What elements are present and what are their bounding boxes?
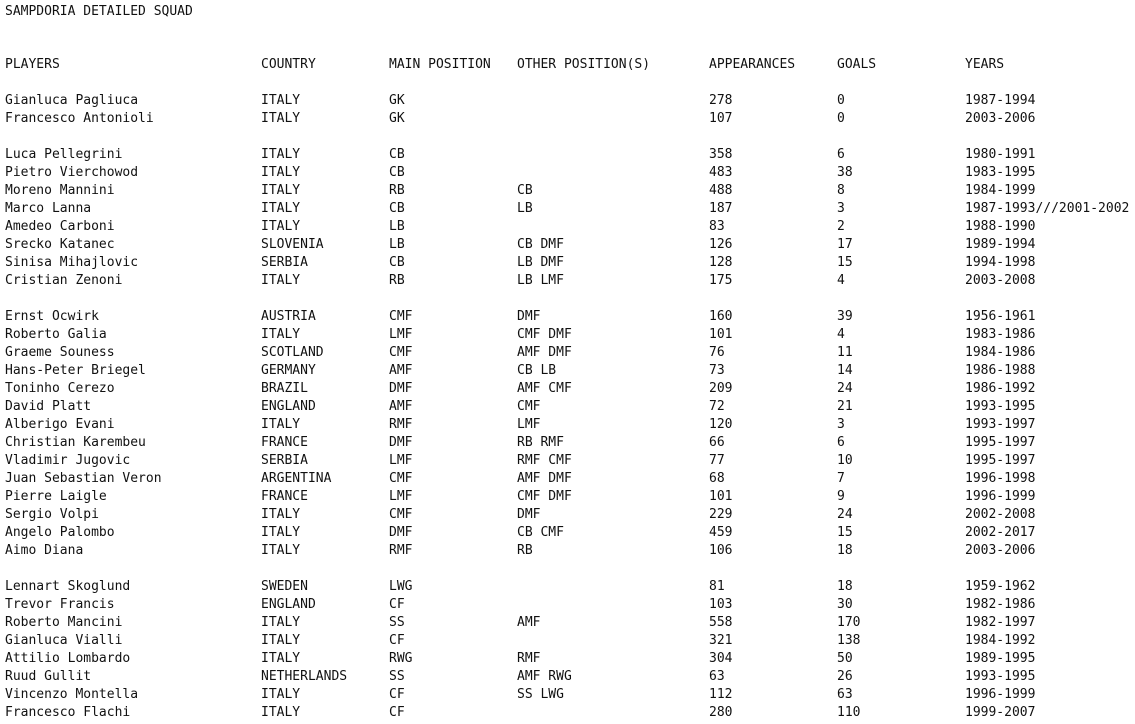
appearances: 73 [709,363,725,378]
country: GERMANY [261,363,316,378]
years: 2002-2017 [965,525,1036,540]
years: 1995-1997 [965,435,1036,450]
country: ITALY [261,633,301,648]
appearances: 120 [709,417,733,432]
appearances: 126 [709,237,733,252]
table-row [0,416,1135,434]
country: ITALY [261,111,301,126]
player-name: Roberto Galia [5,327,107,342]
country: ITALY [261,615,301,630]
country: ENGLAND [261,399,316,414]
main-position: LMF [389,489,413,504]
table-row [0,308,1135,326]
player-name: Lennart Skoglund [5,579,131,594]
other-positions: CB [517,183,533,198]
main-position: LWG [389,579,413,594]
main-position: RMF [389,543,413,558]
years: 1996-1999 [965,687,1036,702]
goals: 38 [837,165,853,180]
appearances: 81 [709,579,725,594]
years: 1989-1995 [965,651,1036,666]
player-name: Ruud Gullit [5,669,92,684]
main-position: CB [389,147,405,162]
header-other-positions: OTHER POSITION(S) [517,57,651,72]
country: NETHERLANDS [261,669,348,684]
country: ITALY [261,705,301,720]
other-positions: CB LB [517,363,557,378]
goals: 63 [837,687,853,702]
table-header [0,56,1135,74]
years: 1980-1991 [965,147,1036,162]
player-name: Gianluca Pagliuca [5,93,139,108]
main-position: LMF [389,327,413,342]
main-position: CF [389,633,405,648]
country: ITALY [261,507,301,522]
years: 1993-1997 [965,417,1036,432]
appearances: 66 [709,435,725,450]
country: ITALY [261,525,301,540]
goals: 18 [837,579,853,594]
country: ITALY [261,687,301,702]
years: 1956-1961 [965,309,1036,324]
country: AUSTRIA [261,309,316,324]
years: 1983-1986 [965,327,1036,342]
goals: 2 [837,219,845,234]
header-goals: GOALS [837,57,877,72]
main-position: CMF [389,471,413,486]
table-row [0,542,1135,560]
main-position: CMF [389,507,413,522]
appearances: 321 [709,633,733,648]
years: 1996-1998 [965,471,1036,486]
main-position: RB [389,273,405,288]
appearances: 280 [709,705,733,720]
other-positions: CMF DMF [517,327,572,342]
player-name: Marco Lanna [5,201,92,216]
years: 1986-1992 [965,381,1036,396]
header-country: COUNTRY [261,57,316,72]
years: 1984-1992 [965,633,1036,648]
years: 1993-1995 [965,669,1036,684]
table-row [0,326,1135,344]
page-title: SAMPDORIA DETAILED SQUAD [5,4,193,19]
table-row [0,434,1135,452]
main-position: SS [389,615,405,630]
main-position: AMF [389,363,413,378]
appearances: 278 [709,93,733,108]
appearances: 106 [709,543,733,558]
table-row [0,452,1135,470]
other-positions: AMF RWG [517,669,572,684]
appearances: 77 [709,453,725,468]
main-position: RWG [389,651,413,666]
country: ITALY [261,93,301,108]
table-row [0,632,1135,650]
player-name: Vincenzo Montella [5,687,139,702]
main-position: CB [389,201,405,216]
main-position: GK [389,111,405,126]
table-row [0,488,1135,506]
other-positions: LB LMF [517,273,564,288]
header-main-position: MAIN POSITION [389,57,491,72]
country: SERBIA [261,255,308,270]
other-positions: DMF [517,309,541,324]
years: 1994-1998 [965,255,1036,270]
main-position: CF [389,705,405,720]
table-row [0,344,1135,362]
years: 2002-2008 [965,507,1036,522]
goals: 9 [837,489,845,504]
table-row [0,254,1135,272]
main-position: AMF [389,399,413,414]
player-name: Ernst Ocwirk [5,309,99,324]
player-name: Gianluca Vialli [5,633,123,648]
other-positions: RB [517,543,533,558]
years: 1987-1993///2001-2002 [965,201,1130,216]
goals: 6 [837,147,845,162]
player-name: Amedeo Carboni [5,219,115,234]
main-position: CMF [389,309,413,324]
goals: 14 [837,363,853,378]
appearances: 488 [709,183,733,198]
other-positions: DMF [517,507,541,522]
years: 1986-1988 [965,363,1036,378]
header-players: PLAYERS [5,57,60,72]
appearances: 101 [709,489,733,504]
goals: 0 [837,111,845,126]
years: 1982-1986 [965,597,1036,612]
other-positions: CB CMF [517,525,564,540]
country: FRANCE [261,489,308,504]
table-row [0,92,1135,110]
appearances: 459 [709,525,733,540]
header-appearances: APPEARANCES [709,57,796,72]
player-name: Vladimir Jugovic [5,453,131,468]
player-name: Trevor Francis [5,597,115,612]
main-position: DMF [389,435,413,450]
country: SERBIA [261,453,308,468]
goals: 15 [837,525,853,540]
years: 1989-1994 [965,237,1036,252]
country: FRANCE [261,435,308,450]
table-row [0,704,1135,722]
other-positions: AMF CMF [517,381,572,396]
appearances: 304 [709,651,733,666]
table-row [0,668,1135,686]
country: ITALY [261,273,301,288]
goals: 21 [837,399,853,414]
player-name: Srecko Katanec [5,237,115,252]
table-row [0,398,1135,416]
appearances: 63 [709,669,725,684]
table-row [0,200,1135,218]
other-positions: RMF CMF [517,453,572,468]
other-positions: AMF DMF [517,345,572,360]
goals: 3 [837,201,845,216]
appearances: 558 [709,615,733,630]
goals: 4 [837,327,845,342]
appearances: 229 [709,507,733,522]
appearances: 358 [709,147,733,162]
main-position: DMF [389,525,413,540]
goals: 24 [837,507,853,522]
table-row [0,272,1135,290]
player-name: Francesco Antonioli [5,111,154,126]
country: ITALY [261,219,301,234]
goals: 8 [837,183,845,198]
main-position: RB [389,183,405,198]
years: 1984-1986 [965,345,1036,360]
table-row [0,470,1135,488]
years: 1987-1994 [965,93,1036,108]
country: BRAZIL [261,381,308,396]
main-position: DMF [389,381,413,396]
years: 2003-2006 [965,543,1036,558]
player-name: Juan Sebastian Veron [5,471,162,486]
main-position: CF [389,597,405,612]
player-name: Christian Karembeu [5,435,146,450]
country: ITALY [261,147,301,162]
other-positions: CMF DMF [517,489,572,504]
goals: 15 [837,255,853,270]
years: 1982-1997 [965,615,1036,630]
years: 1993-1995 [965,399,1036,414]
years: 1984-1999 [965,183,1036,198]
other-positions: LMF [517,417,541,432]
main-position: LMF [389,453,413,468]
years: 1959-1962 [965,579,1036,594]
years: 1996-1999 [965,489,1036,504]
years: 1999-2007 [965,705,1036,720]
player-name: Roberto Mancini [5,615,123,630]
table-row [0,506,1135,524]
table-row [0,596,1135,614]
table-row [0,524,1135,542]
goals: 110 [837,705,861,720]
player-name: Moreno Mannini [5,183,115,198]
table-row [0,380,1135,398]
main-position: CB [389,255,405,270]
main-position: CMF [389,345,413,360]
goals: 10 [837,453,853,468]
main-position: SS [389,669,405,684]
table-row [0,182,1135,200]
player-name: Graeme Souness [5,345,115,360]
player-name: Aimo Diana [5,543,84,558]
other-positions: RB RMF [517,435,564,450]
player-name: Pietro Vierchowod [5,165,139,180]
table-row [0,218,1135,236]
other-positions: LB DMF [517,255,564,270]
player-name: Hans-Peter Briegel [5,363,146,378]
appearances: 107 [709,111,733,126]
appearances: 128 [709,255,733,270]
table-row [0,164,1135,182]
table-row [0,362,1135,380]
other-positions: RMF [517,651,541,666]
appearances: 72 [709,399,725,414]
player-name: Angelo Palombo [5,525,115,540]
table-row [0,236,1135,254]
table-row [0,686,1135,704]
years: 2003-2008 [965,273,1036,288]
years: 2003-2006 [965,111,1036,126]
goals: 0 [837,93,845,108]
table-row [0,146,1135,164]
player-name: Attilio Lombardo [5,651,131,666]
goals: 26 [837,669,853,684]
table-row [0,110,1135,128]
appearances: 83 [709,219,725,234]
goals: 24 [837,381,853,396]
main-position: GK [389,93,405,108]
country: SLOVENIA [261,237,324,252]
goals: 6 [837,435,845,450]
header-years: YEARS [965,57,1005,72]
country: ITALY [261,651,301,666]
appearances: 112 [709,687,733,702]
appearances: 483 [709,165,733,180]
years: 1995-1997 [965,453,1036,468]
main-position: LB [389,237,405,252]
player-name: Cristian Zenoni [5,273,123,288]
country: ITALY [261,165,301,180]
table-row [0,578,1135,596]
years: 1983-1995 [965,165,1036,180]
goals: 30 [837,597,853,612]
country: ITALY [261,543,301,558]
other-positions: AMF [517,615,541,630]
player-name: Francesco Flachi [5,705,131,720]
appearances: 209 [709,381,733,396]
years: 1988-1990 [965,219,1036,234]
goals: 50 [837,651,853,666]
goals: 39 [837,309,853,324]
other-positions: AMF DMF [517,471,572,486]
player-name: Alberigo Evani [5,417,115,432]
other-positions: CB DMF [517,237,564,252]
appearances: 160 [709,309,733,324]
appearances: 76 [709,345,725,360]
appearances: 103 [709,597,733,612]
main-position: LB [389,219,405,234]
goals: 3 [837,417,845,432]
goals: 18 [837,543,853,558]
player-name: Toninho Cerezo [5,381,115,396]
appearances: 175 [709,273,733,288]
country: ITALY [261,201,301,216]
appearances: 101 [709,327,733,342]
appearances: 187 [709,201,733,216]
goals: 138 [837,633,861,648]
player-name: Sinisa Mihajlovic [5,255,139,270]
other-positions: SS LWG [517,687,564,702]
country: SCOTLAND [261,345,324,360]
appearances: 68 [709,471,725,486]
main-position: CF [389,687,405,702]
player-name: Pierre Laigle [5,489,107,504]
country: ITALY [261,327,301,342]
other-positions: LB [517,201,533,216]
other-positions: CMF [517,399,541,414]
goals: 170 [837,615,861,630]
main-position: RMF [389,417,413,432]
goals: 4 [837,273,845,288]
table-row [0,614,1135,632]
goals: 11 [837,345,853,360]
country: ITALY [261,417,301,432]
player-name: Luca Pellegrini [5,147,123,162]
player-name: David Platt [5,399,92,414]
main-position: CB [389,165,405,180]
goals: 17 [837,237,853,252]
goals: 7 [837,471,845,486]
player-name: Sergio Volpi [5,507,99,522]
table-row [0,650,1135,668]
country: ENGLAND [261,597,316,612]
country: ITALY [261,183,301,198]
country: ARGENTINA [261,471,332,486]
country: SWEDEN [261,579,308,594]
